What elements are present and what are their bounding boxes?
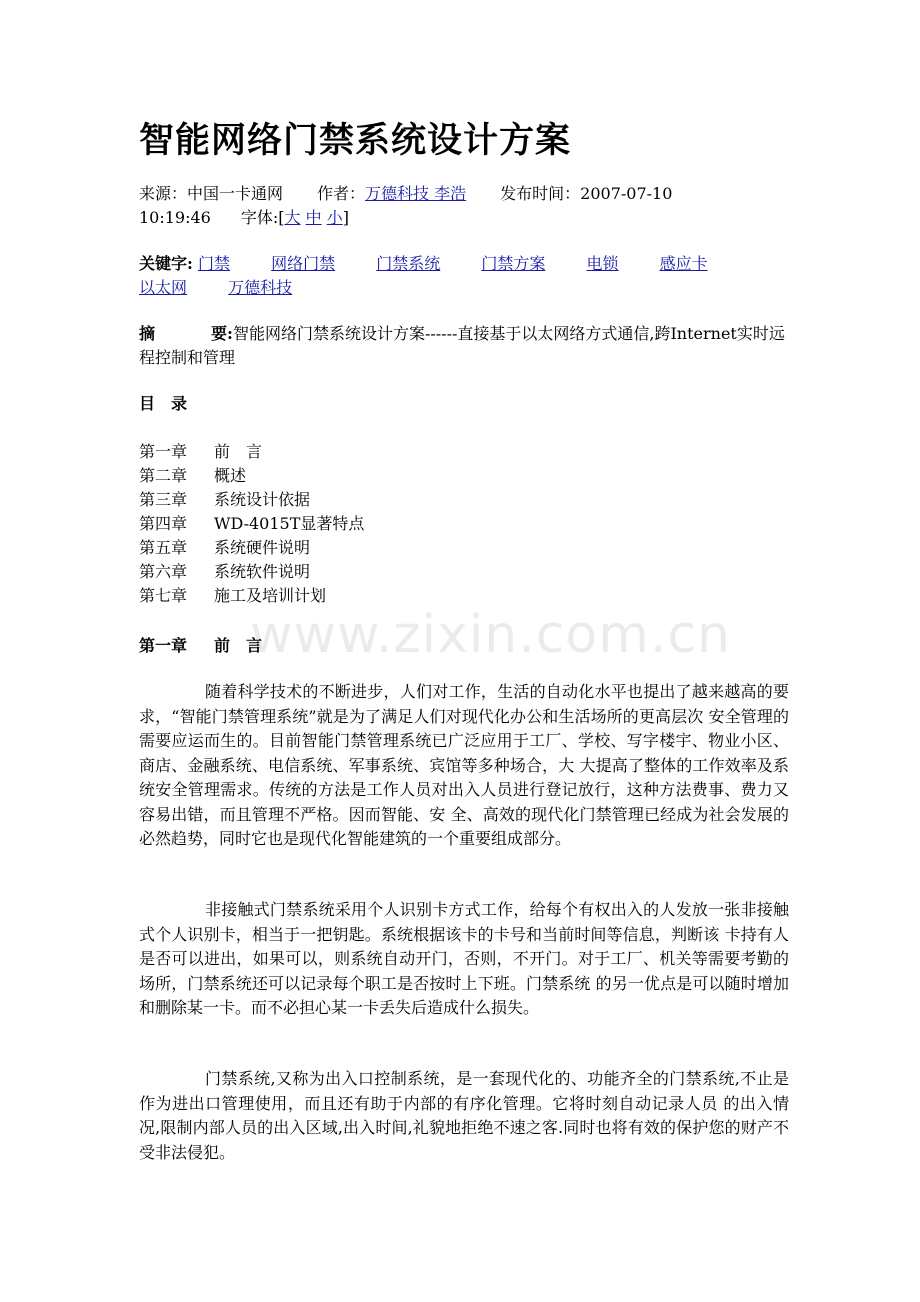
watermark: www.zixin.com.cn bbox=[250, 605, 731, 665]
source-value: 中国一卡通网 bbox=[187, 184, 284, 203]
table-of-contents bbox=[139, 440, 364, 608]
keyword-link[interactable]: 网络门禁 bbox=[271, 254, 336, 273]
toc-item: 第三章 系统设计依据 bbox=[139, 490, 311, 509]
body-paragraph: 门禁系统,又称为出入口控制系统，是一套现代化的、功能齐全的门禁系统,不止是作为进出口管理使用，而且还有助于内部的有序化管理。它将时刻自动记录人员 的出入情况,限制内部人员的出入区域,出入时间,礼貌地拒绝不速之客.同时也将有效的保护您的财产不受非法侵犯。 bbox=[139, 1069, 789, 1162]
toc-item: 第七章 施工及培训计划 bbox=[139, 586, 327, 605]
keyword-link[interactable]: 门禁 bbox=[198, 254, 231, 273]
toc-item: 第一章 前 言 bbox=[139, 442, 263, 461]
keyword-link[interactable]: 万德科技 bbox=[228, 278, 293, 297]
body-paragraph: 随着科学技术的不断进步，人们对工作，生活的自动化水平也提出了越来越高的要求，“智能门禁管理系统”就是为了满足人们对现代化办公和生活场所的更高层次 安全管理的需要应运而生的。目前智能门禁管理系统已广泛应用于工厂、学校、写字楼宇、物业小区、商店、金融系统、电信系统、军事系统、宾馆等多种场合，大 大提高了整体的工作效率及系统安全管理需求。传统的方法是工作人员对出入人员进行登记放行，这种方法费事、费力又容易出错，而且管理不严格。因而智能、安 全、高效的现代化门禁管理已经成为社会发展的必然趋势，同时它也是现代化智能建筑的一个重要组成部分。 bbox=[139, 682, 789, 848]
meta-line-2 bbox=[139, 206, 789, 230]
author-label: 作者： bbox=[317, 184, 366, 203]
toc-item: 第六章 系统软件说明 bbox=[139, 562, 311, 581]
toc-item: 第四章 WD-4015T显著特点 bbox=[139, 514, 365, 533]
font-size-medium-link[interactable]: 中 bbox=[305, 208, 322, 227]
toc-title: 目 录 bbox=[139, 394, 188, 413]
chapter-heading: 第一章 前 言 bbox=[139, 636, 263, 655]
keyword-link[interactable]: 门禁方案 bbox=[481, 254, 546, 273]
keyword-link[interactable]: 电锁 bbox=[586, 254, 619, 273]
font-size-label: 字体:[ bbox=[240, 208, 285, 227]
source-label: 来源： bbox=[139, 184, 188, 203]
font-size-large-link[interactable]: 大 bbox=[284, 208, 301, 227]
author-link[interactable]: 万德科技 李浩 bbox=[365, 184, 467, 203]
keyword-link[interactable]: 门禁系统 bbox=[376, 254, 441, 273]
toc-item: 第二章 概述 bbox=[139, 466, 247, 485]
abstract bbox=[139, 322, 789, 370]
keyword-link[interactable]: 以太网 bbox=[139, 278, 188, 297]
keywords-label: 关键字: bbox=[139, 254, 193, 273]
date-label: 发布时间： bbox=[500, 184, 581, 203]
keyword-link[interactable]: 感应卡 bbox=[659, 254, 708, 273]
font-size-close: ] bbox=[342, 208, 349, 227]
article-meta bbox=[139, 182, 789, 230]
abstract-label: 摘 要: bbox=[139, 324, 233, 343]
abstract-text: 智能网络门禁系统设计方案------直接基于以太网络方式通信,跨Internet实时远程控制和管理 bbox=[139, 324, 785, 367]
keywords bbox=[139, 252, 789, 300]
date-value: 2007-07-10 bbox=[580, 184, 673, 203]
toc-item: 第五章 系统硬件说明 bbox=[139, 538, 311, 557]
page-title: 智能网络门禁系统设计方案 bbox=[139, 121, 572, 161]
meta-line-1 bbox=[139, 182, 789, 206]
font-size-small-link[interactable]: 小 bbox=[326, 208, 343, 227]
body-paragraph: 非接触式门禁系统采用个人识别卡方式工作，给每个有权出入的人发放一张非接触式个人识别卡，相当于一把钥匙。系统根据该卡的卡号和当前时间等信息，判断该 卡持有人是否可以进出，如果可以，则系统自动开门，否则，不开门。对于工厂、机关等需要考勤的场所，门禁系统还可以记录每个职工是否按时上下班。门禁系统 的另一优点是可以随时增加和删除某一卡。而不必担心某一卡丢失后造成什么损失。 bbox=[139, 900, 789, 1017]
time-value: 10:19:46 bbox=[139, 208, 211, 227]
